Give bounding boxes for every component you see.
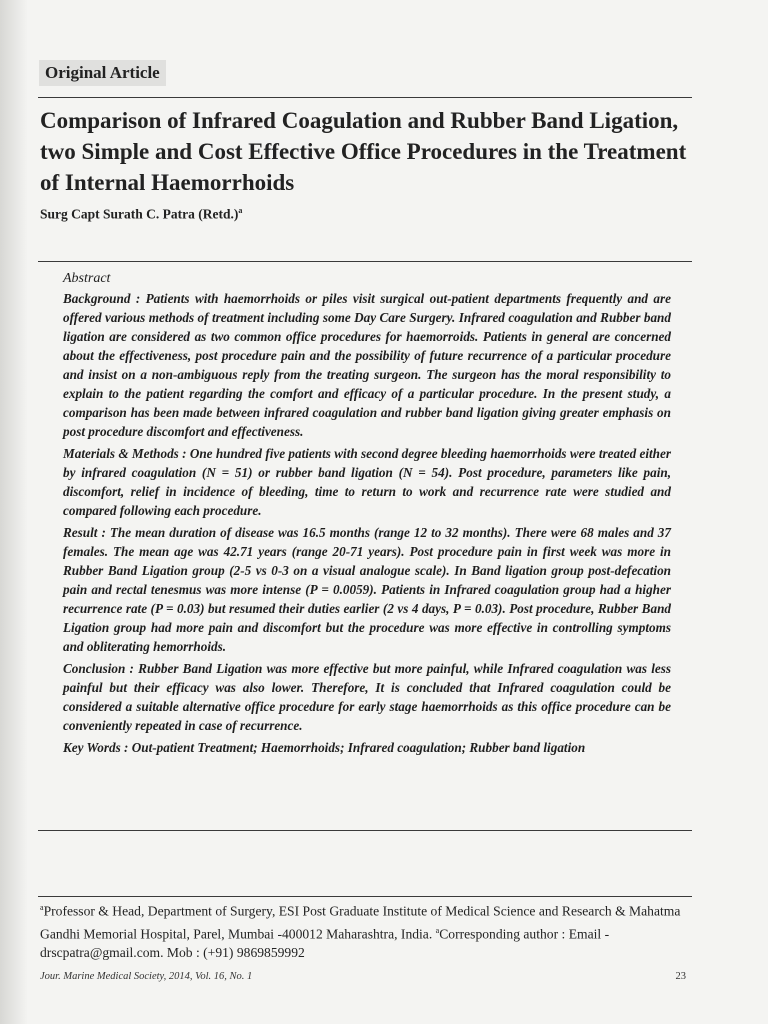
abstract-background: Background : Patients with haemorrhoids or piles visit surgical out-patient departments frequently and are offered various methods of treatment including some Day Care Surgery. Infrared coagulation and Rubber band ligation are considered as two common office procedures for haemorroids. Patients in general are concerned about the effectiveness, post procedure pain and the possibility of future recurrence of a particular procedure and insist on a non-ambiguous reply from the treating surgeon. The surgeon has the moral responsibility to explain to the patient regarding the comfort and efficacy of a particular procedure. In the present study, a comparison has been made between infrared coagulation and rubber band ligation giving greater emphasis on post procedure discomfort and effectiveness. xyxy=(63,291,671,439)
footnote-rule xyxy=(38,896,692,897)
article-title: Comparison of Infrared Coagulation and Rubber Band Ligation, two Simple and Cost Effective Office Procedures in the Treatment of Internal Haemorrhoids xyxy=(40,108,687,195)
article-type-badge: Original Article xyxy=(39,60,166,86)
author-mark: a xyxy=(238,206,243,215)
contact-text: Corresponding author : Email - drscpatra@gmail.com. Mob : (+91) 9869859992 xyxy=(40,926,610,961)
journal-citation: Jour. Marine Medical Society, 2014, Vol. 16, No. 1 xyxy=(40,971,253,982)
footnote-mark: a xyxy=(40,903,44,912)
abstract-conclusion: Conclusion : Rubber Band Ligation was more effective but more painful, while Infrared coagulation was less painful but their efficacy was also lower. Therefore, It is concluded that Infrared coagulation could be considered a suitable alternative office procedure for early stage haemorrhoids as this office procedure can be conveniently repeated in case of recurrence. xyxy=(63,661,671,733)
page-number: 23 xyxy=(675,971,686,982)
page-footer xyxy=(40,971,686,982)
author-line xyxy=(40,206,242,223)
abstract-block xyxy=(63,269,671,760)
abstract-bottom-rule xyxy=(38,830,692,831)
top-rule xyxy=(38,97,692,98)
abstract-heading: Abstract xyxy=(63,271,111,286)
abstract-result: Result : The mean duration of disease was 16.5 months (range 12 to 32 months). There were 68 males and 37 females. The mean age was 42.71 years (range 20-71 years). Post procedure pain in first week was more in Rubber Band Ligation group (2-5 vs 0-3 on a visual analogue scale). In Band ligation group post-defecation pain and rectal tenesmus was more intense (P = 0.0059). Patients in Infrared coagulation group had a higher recurrence rate (P = 0.03) but resumed their duties earlier (2 vs 4 days, P = 0.03). Post procedure, Rubber Band Ligation group had more pain and discomfort but the procedure was more effective in controlling symptoms and obliterating hemorrhoids. xyxy=(63,525,671,654)
abstract-keywords: Key Words : Out-patient Treatment; Haemorrhoids; Infrared coagulation; Rubber band ligation xyxy=(63,740,586,755)
affiliation-footnote xyxy=(40,898,692,962)
abstract-top-rule xyxy=(38,261,692,262)
affiliation-text: Professor & Head, Department of Surgery, ESI Post Graduate Institute of Medical Science and Research & Mahatma Gandhi Memorial Hospital, Parel, Mumbai -400012 Maharashtra, India. xyxy=(40,903,681,942)
abstract-methods: Materials & Methods : One hundred five patients with second degree bleeding haemorrhoids were treated either by infrared coagulation (N = 51) or rubber band ligation (N = 54). Post procedure, parameters like pain, discomfort, relief in incidence of bleeding, time to return to work and recurrence rate were studied and compared following each procedure. xyxy=(63,446,671,518)
corresponding-mark: a xyxy=(435,925,440,935)
page-edge-shadow xyxy=(0,0,28,1024)
author-name: Surg Capt Surath C. Patra (Retd.) xyxy=(40,206,239,222)
